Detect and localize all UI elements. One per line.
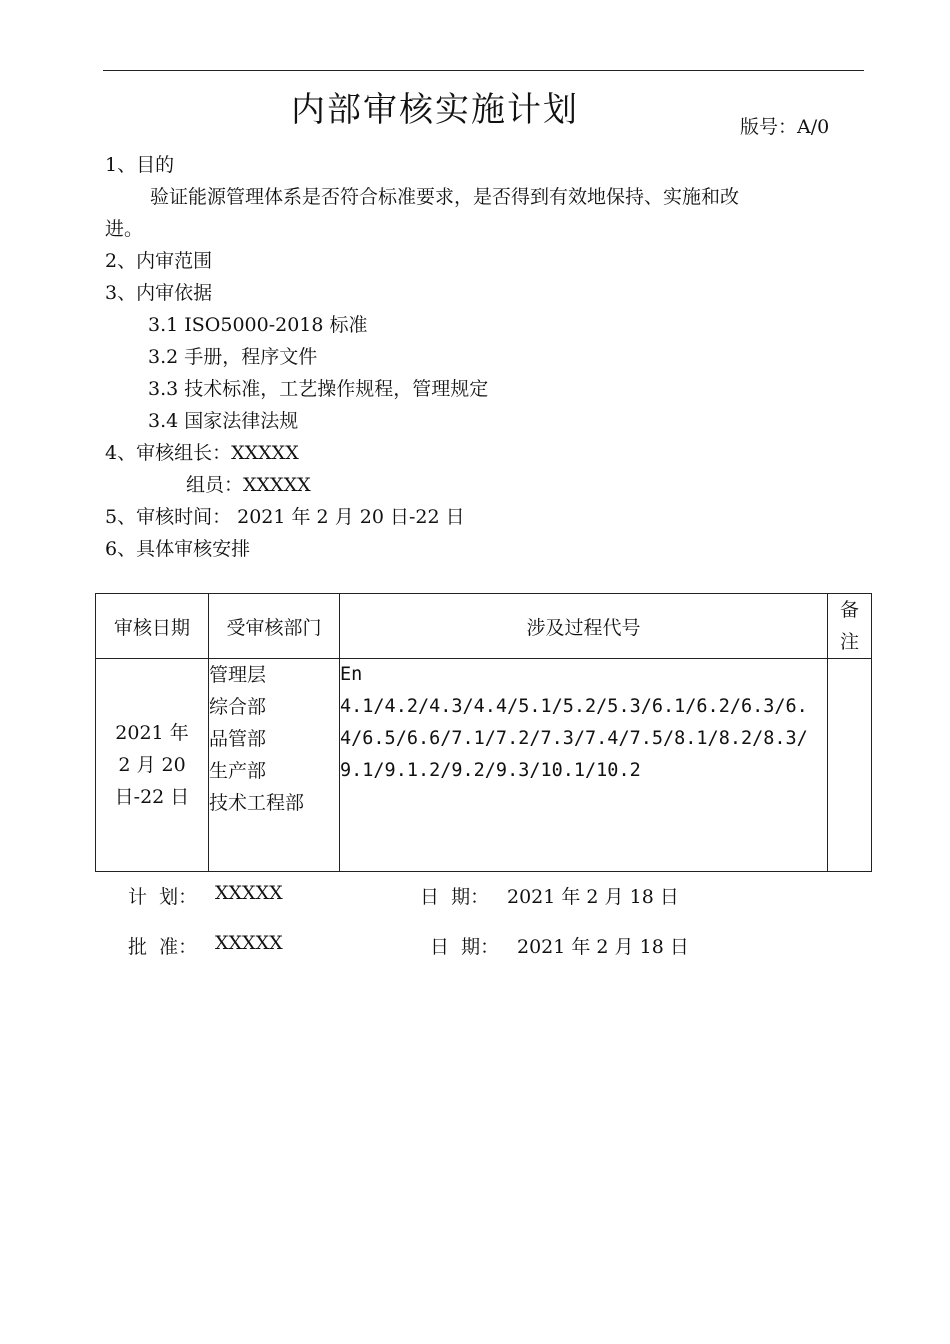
cell-departments: [209, 659, 340, 872]
plan-label: 计 划：: [128, 886, 198, 908]
department-item: 生产部: [209, 760, 267, 782]
basis-item: 3.2 手册，程序文件: [148, 346, 318, 368]
purpose-text: 验证能源管理体系是否符合标准要求，是否得到有效地保持、实施和改: [150, 186, 740, 208]
audit-members: 组员：XXXXX: [186, 474, 311, 496]
department-item: 品管部: [209, 728, 267, 750]
process-line: En: [340, 664, 363, 685]
date-line: 日-22 日: [114, 786, 190, 808]
header-department: 受审核部门: [209, 594, 340, 659]
approve-date-label: 日 期：: [430, 936, 500, 958]
header-audit-date: 审核日期: [96, 594, 209, 659]
audit-schedule-table: [95, 593, 872, 872]
department-item: 技术工程部: [209, 792, 305, 814]
audit-time: 5、审核时间： 2021 年 2 月 20 日-22 日: [105, 506, 465, 528]
header-process-codes: 涉及过程代号: [340, 594, 828, 659]
process-line: 4.1/4.2/4.3/4.4/5.1/5.2/5.3/6.1/6.2/6.3/6.: [340, 696, 808, 717]
scope-heading: 2、内审范围: [105, 250, 213, 272]
table-header-row: [96, 594, 872, 659]
basis-heading: 3、内审依据: [105, 282, 213, 304]
basis-item: 3.4 国家法律法规: [148, 410, 299, 432]
header-remark-line: 注: [839, 631, 859, 653]
basis-item: 3.1 ISO5000-2018 标准: [148, 314, 368, 336]
purpose-heading: 1、目的: [105, 154, 175, 176]
cell-remark: [828, 659, 872, 872]
approve-value: XXXXX: [215, 932, 283, 954]
header-remark-line: 备: [839, 599, 859, 621]
process-line: 9.1/9.1.2/9.2/9.3/10.1/10.2: [340, 760, 641, 781]
approve-date: 2021 年 2 月 18 日: [517, 936, 689, 958]
date-line: 2021 年: [115, 722, 189, 744]
cell-audit-date: [96, 659, 209, 872]
process-line: 4/6.5/6.6/7.1/7.2/7.3/7.4/7.5/8.1/8.2/8.3/: [340, 728, 808, 749]
plan-date: 2021 年 2 月 18 日: [507, 886, 679, 908]
date-line: 2 月 20: [118, 754, 186, 776]
basis-item: 3.3 技术标准，工艺操作规程，管理规定: [148, 378, 489, 400]
plan-value: XXXXX: [215, 882, 283, 904]
purpose-text-continued: 进。: [105, 218, 144, 240]
schedule-heading: 6、具体审核安排: [105, 538, 251, 560]
header-remark: [828, 594, 872, 659]
department-item: 管理层: [209, 664, 267, 686]
approve-label: 批 准：: [128, 936, 198, 958]
plan-date-label: 日 期：: [420, 886, 490, 908]
cell-process-codes: [340, 659, 828, 872]
department-item: 综合部: [209, 696, 267, 718]
table-row: [96, 659, 872, 872]
version-number: 版号：A/0: [740, 116, 830, 138]
document-title: 内部审核实施计划: [291, 90, 579, 130]
header-rule: [103, 70, 864, 71]
audit-leader: 4、审核组长：XXXXX: [105, 442, 299, 464]
